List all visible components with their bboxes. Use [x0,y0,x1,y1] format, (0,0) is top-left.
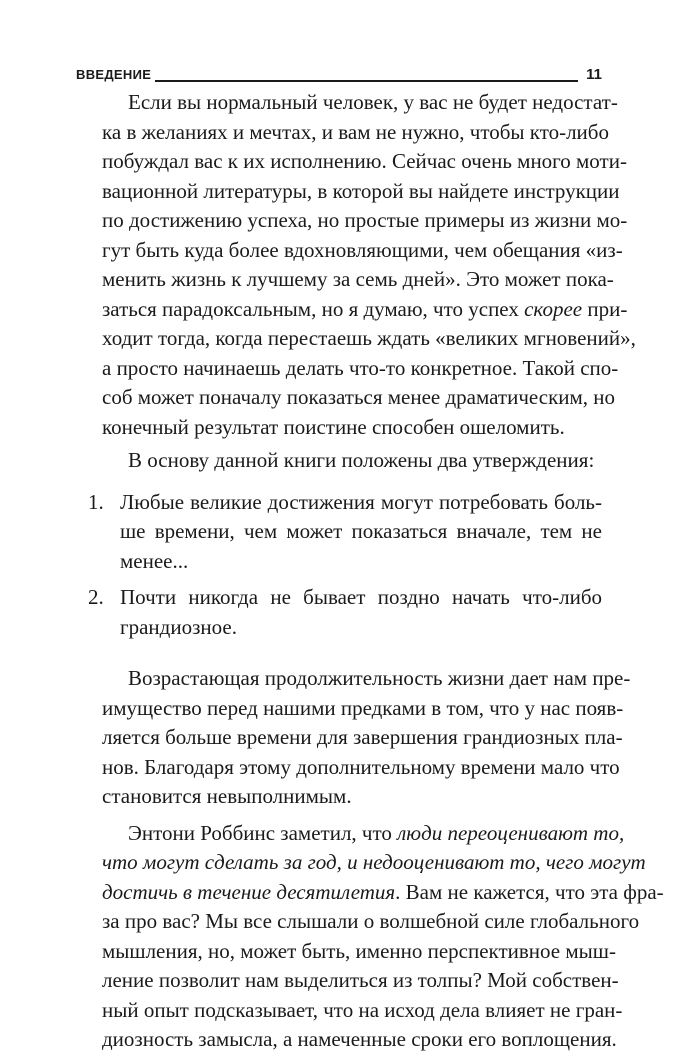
text-line [76,819,625,849]
section-title: ВВЕДЕНИЕ [76,67,152,82]
text-line: нов. Благодаря этому дополнительному времени мало что [102,754,620,779]
text-line: соб может поначалу показаться менее драматическим, но [102,385,616,409]
emphasis-line: что могут сделать за год, и недооценивают то, чего могут [102,850,646,874]
text-line: вационной литературы, в которой вы найдете инструкции [102,178,620,203]
text-line: а просто начинаешь делать что-то конкретное. Такой спо- [102,355,619,380]
text-run: при- [582,296,628,321]
text-run: заться парадоксальным, но я думаю, что успех [102,296,525,321]
text-line: ше времени, чем может показаться вначале, тем не [120,519,602,543]
text-line: В основу данной книги положены два утверждения: [128,448,595,472]
text-line: менить жизнь к лучшему за семь дней». Это может пока- [102,267,614,291]
text-line: становится невыполнимым. [102,784,352,808]
list-item [76,583,602,642]
text-line: Если вы нормальный человек, у вас не будет недостат- [128,90,618,114]
text-line: ка в желаниях и мечтах, и вам не нужно, чтобы кто-либо [102,119,609,144]
text-line: мышления, но, может быть, именно перспективное мыш- [102,938,616,963]
text-line: гут быть куда более вдохновляющими, чем обещания «из- [102,237,623,262]
text-run: . Вам не кажется, что эта фра- [395,879,664,904]
text-line [76,878,664,908]
text-line: Почти никогда не бывает поздно начать что-либо [120,585,602,609]
text-line: ный опыт подсказывает, что на исход дела влияет не гран- [102,997,623,1022]
emphasis-text: люди переоценивают то, [397,820,625,845]
text-line: ление позволит нам выделиться из толпы? Мой собствен- [102,968,619,992]
text-line: по достижению успеха, но простые примеры из жизни мо- [102,208,628,232]
running-header [76,64,602,82]
page-body [76,88,664,1055]
header-rule [155,80,578,82]
text-line: Любые великие достижения могут потребовать боль- [120,489,602,514]
page-number: 11 [586,66,602,83]
text-line: ляется больше времени для завершения грандиозных пла- [102,725,623,749]
emphasis-text: скорее [524,296,583,321]
text-line: диозность замысла, а намеченные сроки его воплощения. [102,1027,617,1051]
text-line: грандиозное. [120,614,237,639]
text-line: ходит тогда, когда перестаешь ждать «великих мгновений», [102,326,636,350]
paragraph-3 [76,664,631,812]
list-item [76,488,602,577]
list-number: 1. [88,489,104,514]
text-line [76,295,628,325]
paragraph-4 [76,819,664,1055]
paragraph-1 [76,88,636,442]
paragraph-2 [76,446,602,476]
numbered-list [76,488,602,643]
text-line: имущество перед нашими предками в том, что у нас появ- [102,695,624,720]
emphasis-text: достичь в течение десятилетия [102,879,396,904]
text-line: за про вас? Мы все слышали о волшебной силе глобального [102,909,640,933]
text-line: Возрастающая продолжительность жизни дает нам пре- [128,666,631,690]
text-line: менее... [120,548,189,573]
text-line: побуждал вас к их исполнению. Сейчас очень много моти- [102,149,627,173]
text-line: конечный результат поистине способен ошеломить. [102,414,565,439]
text-run: Энтони Роббинс заметил, что [128,820,398,845]
list-number: 2. [88,585,104,609]
